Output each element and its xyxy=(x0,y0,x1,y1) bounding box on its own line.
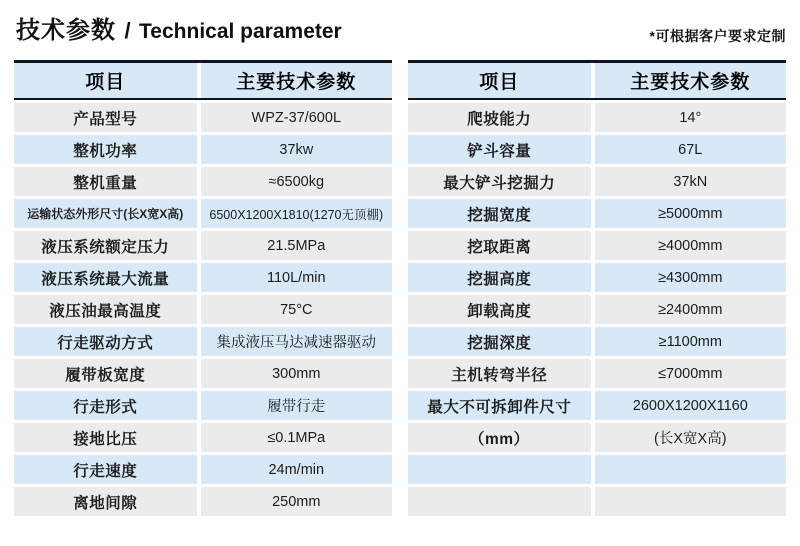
table-row xyxy=(14,263,392,292)
table-row xyxy=(14,231,392,260)
table-row xyxy=(408,103,786,132)
row-label: （mm） xyxy=(408,423,591,452)
row-value: ≥4000mm xyxy=(595,231,786,260)
table-row xyxy=(408,167,786,196)
row-label: 整机重量 xyxy=(14,167,197,196)
row-label: 爬坡能力 xyxy=(408,103,591,132)
table-row xyxy=(14,199,392,228)
spec-table-left xyxy=(14,60,392,516)
spec-tables-container xyxy=(0,60,800,516)
row-label: 运输状态外形尺寸(长X宽X高) xyxy=(14,199,197,228)
table-header-row xyxy=(408,63,786,100)
page-header xyxy=(0,0,800,60)
row-label: 整机功率 xyxy=(14,135,197,164)
row-label: 挖掘宽度 xyxy=(408,199,591,228)
row-value: WPZ-37/600L xyxy=(201,103,392,132)
row-value: ≈6500kg xyxy=(201,167,392,196)
row-value xyxy=(595,487,786,516)
table-header-row xyxy=(14,63,392,100)
row-value: ≤0.1MPa xyxy=(201,423,392,452)
row-label: 铲斗容量 xyxy=(408,135,591,164)
row-label: 离地间隙 xyxy=(14,487,197,516)
row-value: 250mm xyxy=(201,487,392,516)
table-row xyxy=(14,455,392,484)
row-value: 集成液压马达减速器驱动 xyxy=(201,327,392,356)
row-label: 行走形式 xyxy=(14,391,197,420)
row-value: 履带行走 xyxy=(201,391,392,420)
row-value: 2600X1200X1160 xyxy=(595,391,786,420)
header-cell-parameters: 主要技术参数 xyxy=(201,63,392,98)
table-row xyxy=(14,423,392,452)
row-label: 挖掘深度 xyxy=(408,327,591,356)
table-row xyxy=(408,135,786,164)
row-value: 14° xyxy=(595,103,786,132)
row-value: 37kw xyxy=(201,135,392,164)
row-value: 300mm xyxy=(201,359,392,388)
table-row xyxy=(14,359,392,388)
spec-table-right xyxy=(408,60,786,516)
row-label: 履带板宽度 xyxy=(14,359,197,388)
table-row xyxy=(14,487,392,516)
page-title-chinese: 技术参数 xyxy=(16,17,116,44)
row-value xyxy=(595,455,786,484)
header-cell-parameters: 主要技术参数 xyxy=(595,63,786,98)
row-label: 液压系统额定压力 xyxy=(14,231,197,260)
page-title xyxy=(16,16,342,49)
row-label: 行走速度 xyxy=(14,455,197,484)
header-cell-item: 项目 xyxy=(408,63,591,98)
table-row xyxy=(408,487,786,516)
customization-note: *可根据客户要求定制 xyxy=(649,28,786,44)
table-row xyxy=(408,423,786,452)
table-row xyxy=(408,199,786,228)
row-value: 110L/min xyxy=(201,263,392,292)
row-label: 最大不可拆卸件尺寸 xyxy=(408,391,591,420)
table-row xyxy=(408,455,786,484)
table-row xyxy=(408,295,786,324)
row-label xyxy=(408,487,591,516)
row-label: 行走驱动方式 xyxy=(14,327,197,356)
row-value: ≥1100mm xyxy=(595,327,786,356)
table-row xyxy=(408,359,786,388)
row-value: 37kN xyxy=(595,167,786,196)
row-value: 6500X1200X1810(1270无顶棚) xyxy=(201,199,392,228)
row-label: 主机转弯半径 xyxy=(408,359,591,388)
row-value: 21.5MPa xyxy=(201,231,392,260)
row-label: 产品型号 xyxy=(14,103,197,132)
table-row xyxy=(14,295,392,324)
table-row xyxy=(408,231,786,260)
row-value: ≥2400mm xyxy=(595,295,786,324)
table-body xyxy=(14,103,392,516)
table-row xyxy=(408,391,786,420)
row-label: 液压油最高温度 xyxy=(14,295,197,324)
table-row xyxy=(14,103,392,132)
table-row xyxy=(14,135,392,164)
row-label: 挖取距离 xyxy=(408,231,591,260)
row-label: 液压系统最大流量 xyxy=(14,263,197,292)
row-label: 卸载高度 xyxy=(408,295,591,324)
row-label xyxy=(408,455,591,484)
table-row xyxy=(14,327,392,356)
row-label: 接地比压 xyxy=(14,423,197,452)
table-body xyxy=(408,103,786,516)
row-value: 24m/min xyxy=(201,455,392,484)
row-value: ≥4300mm xyxy=(595,263,786,292)
row-label: 最大铲斗挖掘力 xyxy=(408,167,591,196)
table-row xyxy=(14,391,392,420)
table-row xyxy=(408,327,786,356)
table-row xyxy=(408,263,786,292)
row-value: 75°C xyxy=(201,295,392,324)
header-cell-item: 项目 xyxy=(14,63,197,98)
title-divider: / xyxy=(124,18,131,43)
row-value: (长X宽X高) xyxy=(595,423,786,452)
row-value: ≤7000mm xyxy=(595,359,786,388)
row-label: 挖掘高度 xyxy=(408,263,591,292)
row-value: ≥5000mm xyxy=(595,199,786,228)
row-value: 67L xyxy=(595,135,786,164)
table-row xyxy=(14,167,392,196)
page-title-english: Technical parameter xyxy=(139,20,342,43)
